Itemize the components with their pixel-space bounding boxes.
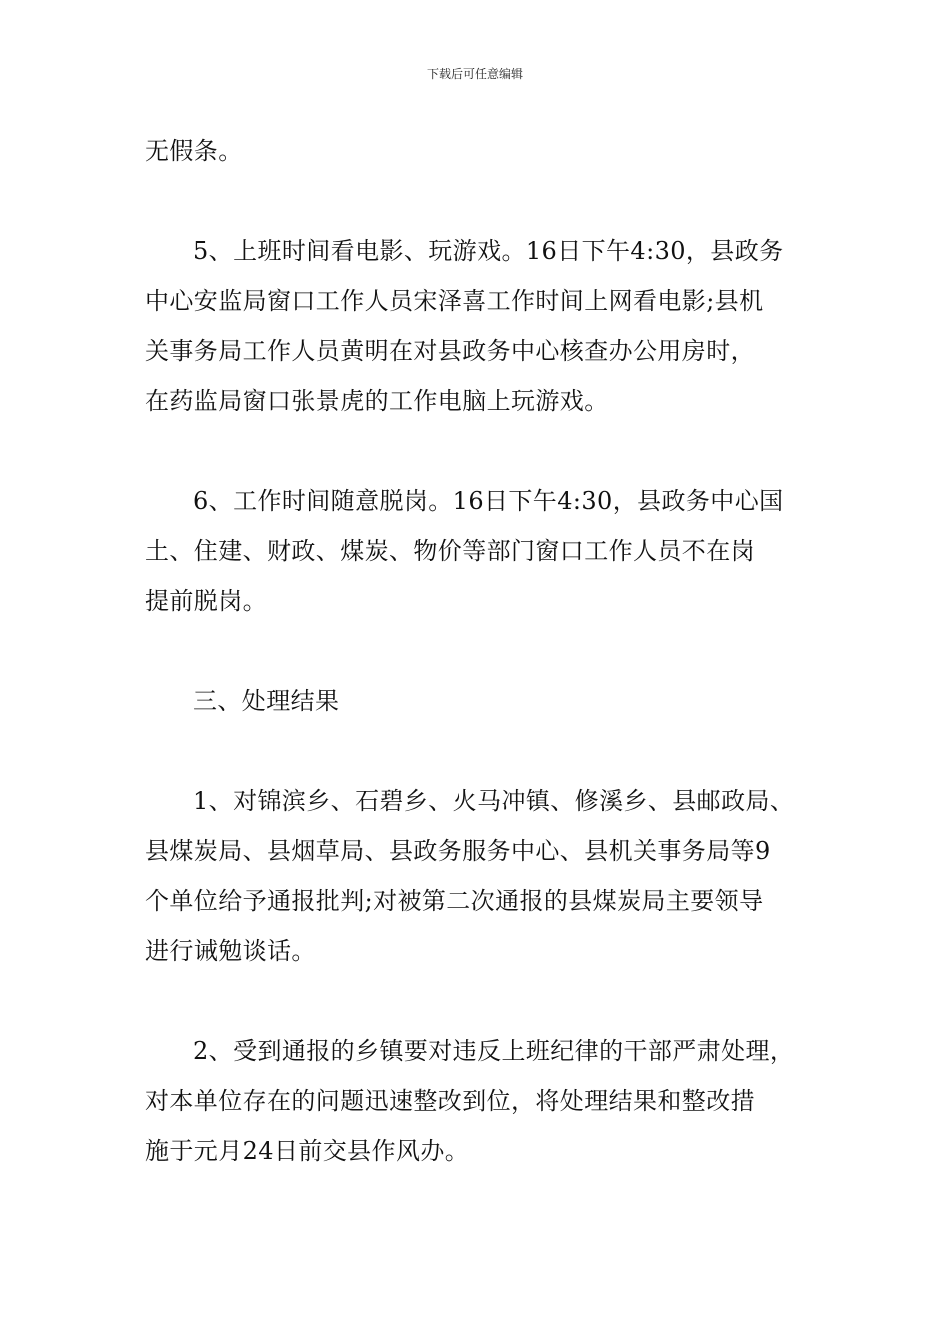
text-line: 施于元月24日前交县作风办。 [145,1137,470,1165]
text-line: 对本单位存在的问题迅速整改到位，将处理结果和整改措 [145,1087,755,1115]
paragraph-gap [145,726,835,776]
paragraph-result-1 [145,776,835,976]
paragraph-gap [145,626,835,676]
section-heading [145,676,835,726]
text-line: 1、对锦滨乡、石碧乡、火马冲镇、修溪乡、县邮政局、 [193,787,795,815]
paragraph-gap [145,176,835,226]
paragraph-item-5 [145,226,835,426]
text-line: 提前脱岗。 [145,587,267,615]
paragraph-item-6 [145,476,835,626]
document-body [145,126,835,1176]
paragraph-continuation [145,126,835,176]
text-line: 个单位给予通报批判;对被第二次通报的县煤炭局主要领导 [145,887,764,915]
text-line: 土、住建、财政、煤炭、物价等部门窗口工作人员不在岗 [145,537,755,565]
section-title: 三、处理结果 [193,687,340,715]
text-line: 进行诫勉谈话。 [145,937,316,965]
page-header: 下载后可任意编辑 [426,67,523,81]
text-line: 中心安监局窗口工作人员宋泽喜工作时间上网看电影;县机 [145,287,764,315]
paragraph-gap [145,426,835,476]
paragraph-result-2 [145,1026,835,1176]
text-line: 6、工作时间随意脱岗。16日下午4:30，县政务中心国 [193,487,784,515]
text-line: 无假条。 [145,137,243,165]
text-line: 2、受到通报的乡镇要对违反上班纪律的干部严肃处理， [193,1037,795,1065]
paragraph-gap [145,976,835,1026]
text-line: 关事务局工作人员黄明在对县政务中心核查办公用房时， [145,337,755,365]
text-line: 在药监局窗口张景虎的工作电脑上玩游戏。 [145,387,609,415]
text-line: 5、上班时间看电影、玩游戏。16日下午4:30，县政务 [193,237,784,265]
text-line: 县煤炭局、县烟草局、县政务服务中心、县机关事务局等9 [145,837,771,865]
